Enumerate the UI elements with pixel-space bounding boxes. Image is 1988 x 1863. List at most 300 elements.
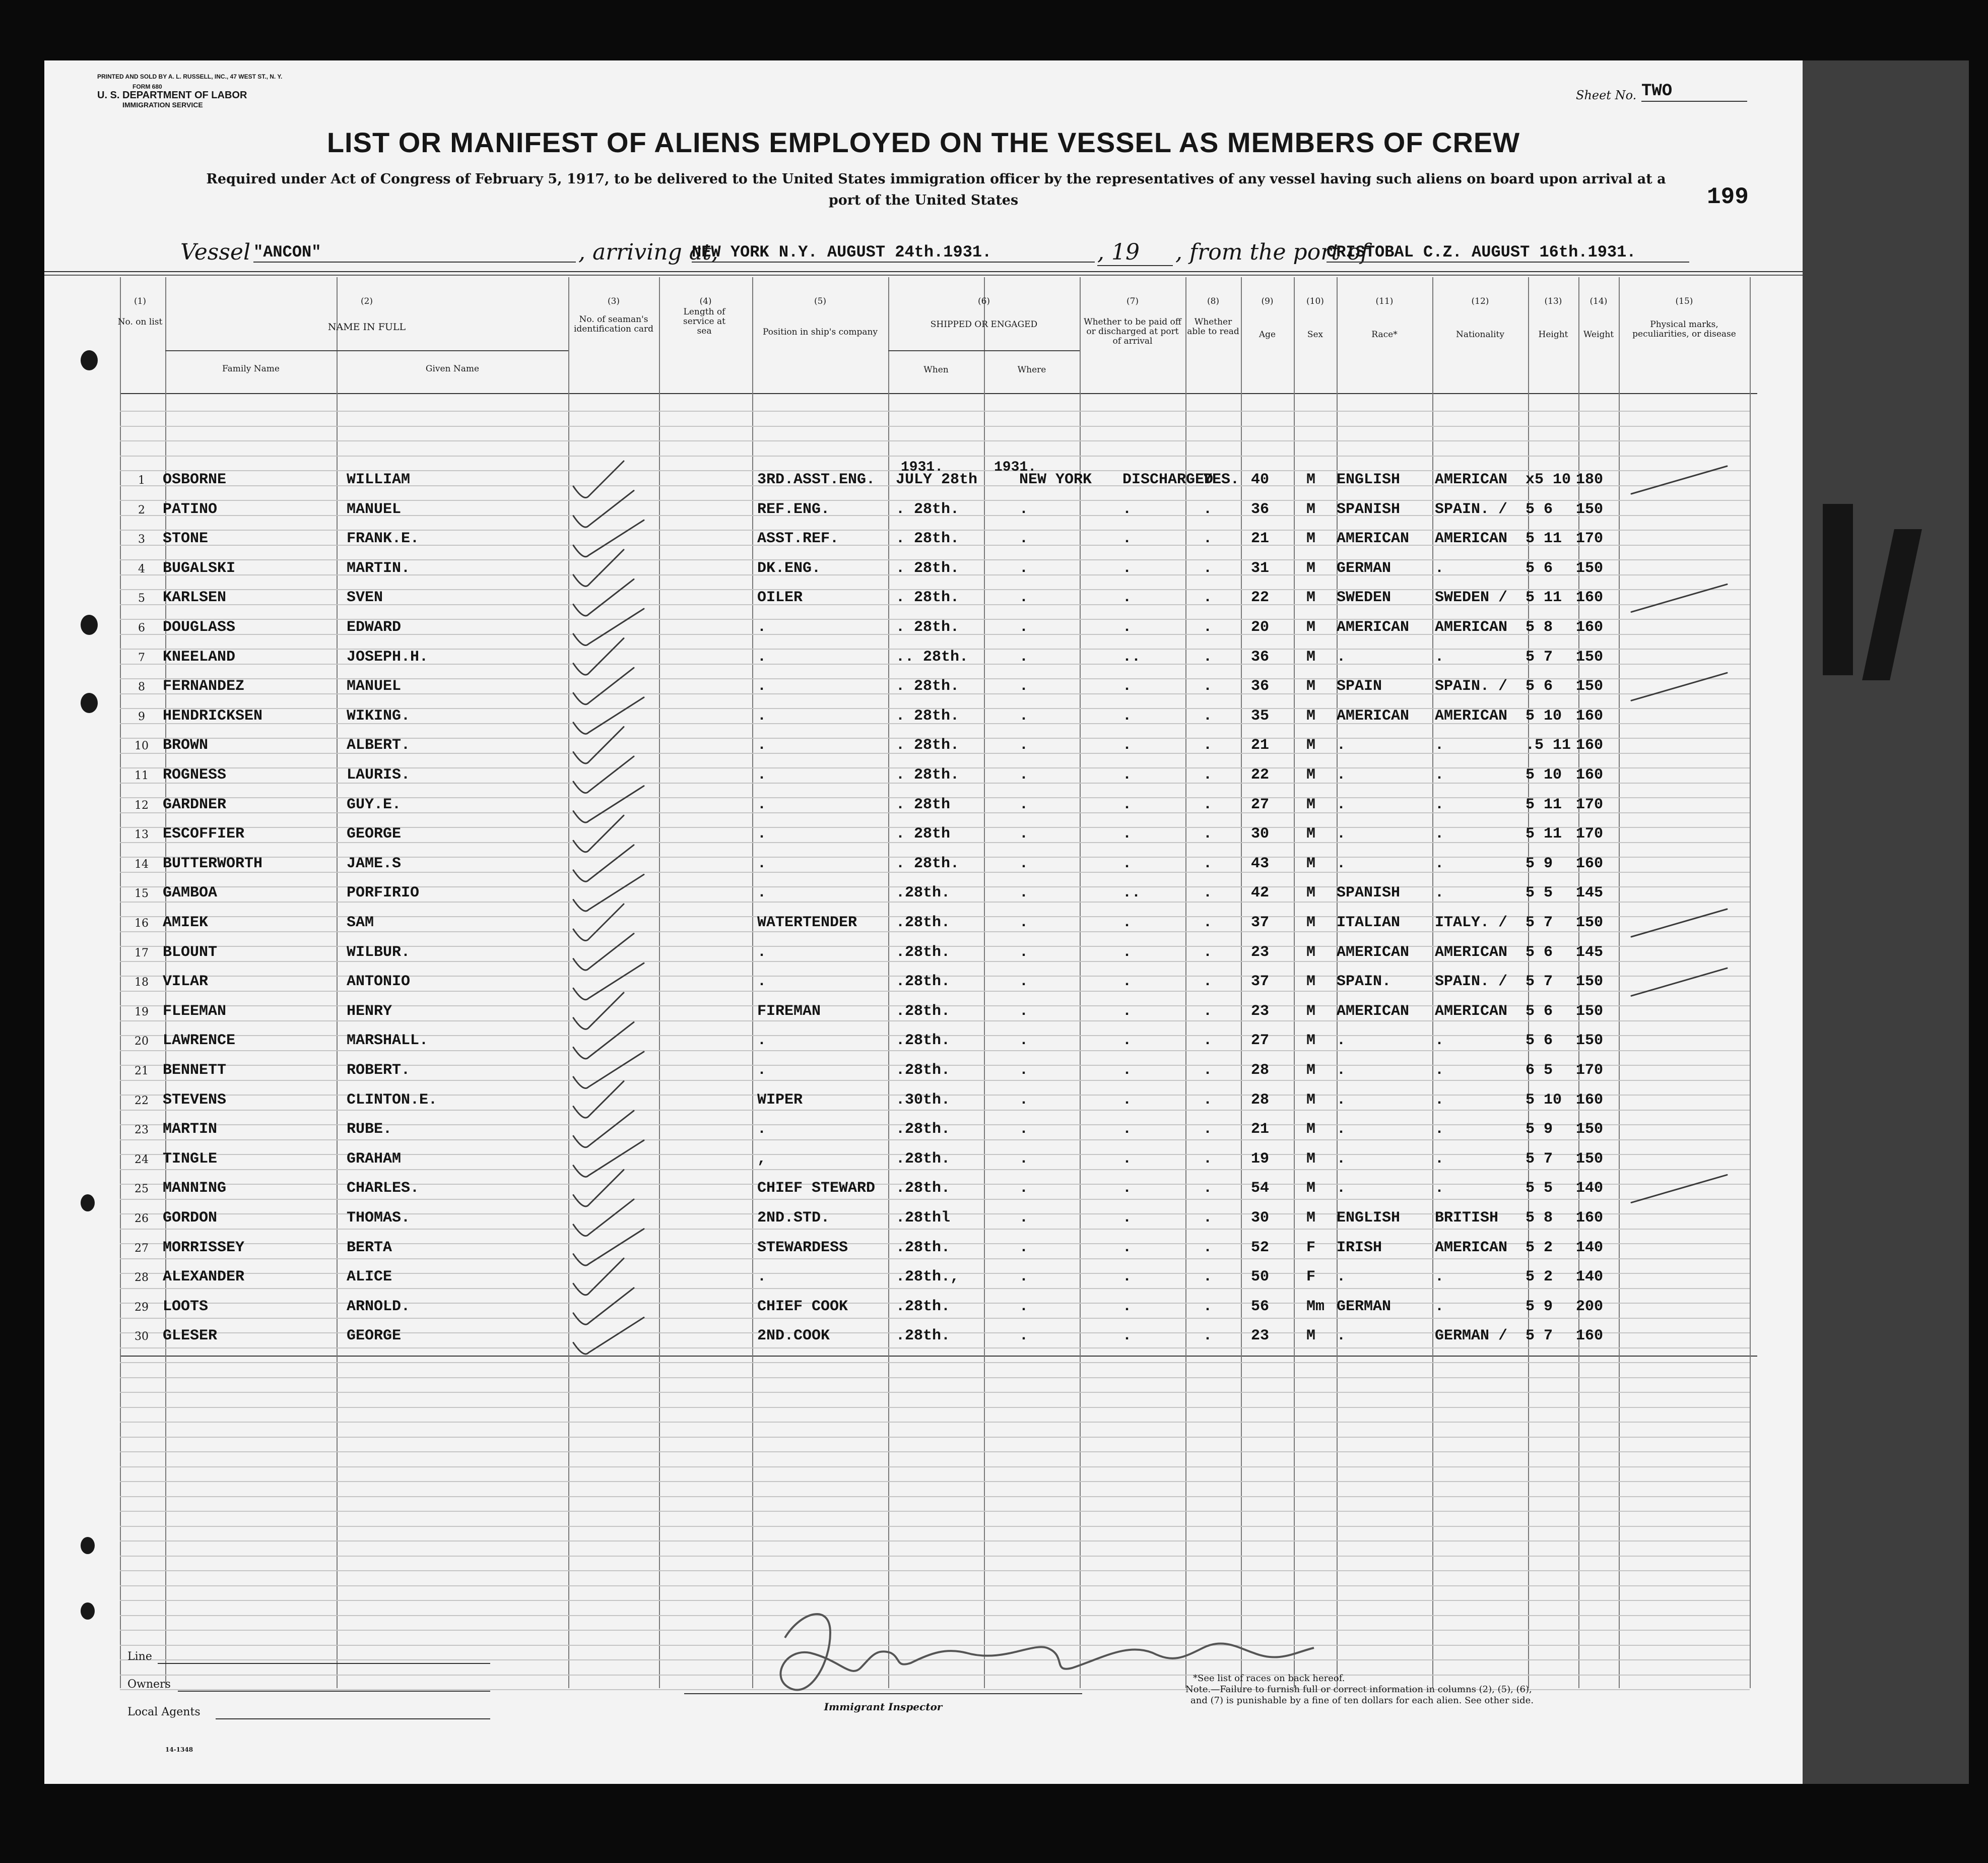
rownum-field: 30 (135, 1330, 149, 1343)
col-4-header: Length of service at sea (683, 307, 725, 336)
position: . (757, 1268, 767, 1286)
sex: F (1306, 1239, 1316, 1256)
given-name: WILBUR. (347, 943, 411, 961)
paid-off-status: . (1122, 1150, 1132, 1168)
position: DK.ENG. (757, 559, 821, 577)
printer-line: PRINTED AND SOLD BY A. L. RUSSELL, INC., 47 WEST ST., N. Y. (97, 73, 283, 80)
sex: M (1306, 707, 1316, 725)
race: ENGLISH (1337, 471, 1401, 488)
paid-off-status: . (1122, 619, 1132, 636)
punch-hole (81, 693, 98, 713)
weight: 180 (1576, 471, 1604, 488)
inspector-label: Immigrant Inspector (824, 1701, 943, 1713)
family-name: VILAR (163, 973, 209, 991)
nationality: . (1435, 1032, 1444, 1050)
punch-hole (81, 615, 98, 635)
able-to-read: . (1203, 1298, 1213, 1315)
sex: M (1306, 530, 1316, 548)
paid-off-status: . (1122, 707, 1132, 725)
punch-hole (81, 1602, 95, 1620)
weight: 160 (1576, 737, 1604, 754)
race: ITALIAN (1337, 914, 1401, 931)
able-to-read: . (1203, 678, 1213, 695)
sex: M (1306, 737, 1316, 754)
weight: 150 (1576, 559, 1604, 577)
col-5-number: (5) (814, 296, 827, 306)
sex: M (1306, 914, 1316, 931)
shipped-when: . 28th. (896, 500, 960, 518)
line-field (158, 1663, 490, 1664)
nationality: . (1435, 1091, 1444, 1109)
given-name: ALBERT. (347, 737, 411, 754)
weight: 160 (1576, 707, 1604, 725)
check-mark (573, 874, 644, 911)
shipped-when: . 28th (896, 796, 951, 813)
paid-off-status: . (1122, 678, 1132, 695)
nationality: . (1435, 855, 1444, 872)
rownum-field: 15 (135, 887, 149, 901)
arriving-label: , arriving at, (578, 239, 718, 265)
paid-off-status: . (1122, 973, 1132, 991)
family-name: BROWN (163, 737, 209, 754)
position: . (757, 943, 767, 961)
penalty-note-1: Note.—Failure to furnish full or correct information in columns (2), (5), (6), (1185, 1684, 1532, 1695)
shipped-where: . (1019, 1062, 1029, 1079)
position: . (757, 855, 767, 872)
race: SPAIN. (1337, 973, 1391, 991)
height: 5 7 (1526, 1150, 1553, 1168)
sex: M (1306, 559, 1316, 577)
height: 5 7 (1526, 648, 1553, 666)
col-3-header: No. of seaman's identification card (573, 314, 654, 334)
rownum-field: 22 (135, 1094, 149, 1107)
col-11-header: Race* (1371, 330, 1398, 340)
height: 5 5 (1526, 1180, 1553, 1197)
height: 5 10 (1526, 766, 1562, 784)
shipped-when: . 28th. (896, 559, 960, 577)
race: GERMAN (1337, 559, 1391, 577)
paid-off-status: . (1122, 1327, 1132, 1345)
shipped-when: .28th. (896, 1327, 951, 1345)
subtitle-line-2: port of the United States (828, 192, 1019, 208)
col-3-number: (3) (607, 296, 620, 306)
punch-hole (81, 1537, 95, 1554)
position: ASST.REF. (757, 530, 839, 548)
paid-off-status: . (1122, 1062, 1132, 1079)
rownum-field: 12 (135, 799, 149, 812)
paid-off-status: . (1122, 500, 1132, 518)
paid-off-status: . (1122, 1180, 1132, 1197)
shipped-when: JULY 28th (896, 471, 978, 488)
race: AMERICAN (1337, 530, 1410, 548)
weight: 150 (1576, 914, 1604, 931)
given-name: MARSHALL. (347, 1032, 429, 1050)
given-name: ANTONIO (347, 973, 411, 991)
check-mark (573, 609, 644, 646)
race: . (1337, 1180, 1346, 1197)
vessel-label: Vessel (180, 239, 251, 265)
race: . (1337, 1150, 1346, 1168)
position: . (757, 766, 767, 784)
age: 52 (1251, 1239, 1270, 1256)
race: SPAIN (1337, 678, 1382, 695)
sex: M (1306, 678, 1316, 695)
subtitle-line-1: Required under Act of Congress of February 5, 1917, to be delivered to the United States immigration officer by the representatives of any vessel having such aliens on board upon arrival at a (206, 171, 1666, 187)
position: 2ND.COOK (757, 1327, 830, 1345)
able-to-read: . (1203, 530, 1213, 548)
position: 2ND.STD. (757, 1209, 830, 1227)
check-mark (573, 786, 644, 823)
height: 5 11 (1526, 530, 1562, 548)
rownum-field: 1 (138, 474, 145, 487)
age: 28 (1251, 1062, 1270, 1079)
rownum-field: 18 (135, 976, 149, 989)
annotation-stroke (1631, 909, 1727, 937)
nationality: SWEDEN / (1435, 589, 1508, 607)
paid-off-status: . (1122, 1239, 1132, 1256)
age: 43 (1251, 855, 1270, 872)
age: 22 (1251, 766, 1270, 784)
given-name: GUY.E. (347, 796, 402, 813)
shipped-where: . (1019, 707, 1029, 725)
paid-off-status: . (1122, 914, 1132, 931)
shipped-when: . 28th. (896, 619, 960, 636)
height: 5 8 (1526, 1209, 1553, 1227)
adjacent-page-edge (1803, 60, 1969, 1784)
sex: M (1306, 1327, 1316, 1345)
able-to-read: . (1203, 1032, 1213, 1050)
paid-off-status: . (1122, 1268, 1132, 1286)
position: . (757, 619, 767, 636)
given-name: WIKING. (347, 707, 411, 725)
race: GERMAN (1337, 1298, 1391, 1315)
weight: 160 (1576, 1327, 1604, 1345)
shipped-when: .28th. (896, 884, 951, 902)
weight: 150 (1576, 1002, 1604, 1020)
manifest-sheet (44, 60, 1803, 1784)
shipped-when: .28th. (896, 1002, 951, 1020)
shipped-when: . 28th. (896, 855, 960, 872)
shipped-where: . (1019, 1239, 1029, 1256)
able-to-read: . (1203, 648, 1213, 666)
family-name: MORRISSEY (163, 1239, 245, 1256)
able-to-read: . (1203, 1327, 1213, 1345)
from-port-label: , from the port of (1175, 239, 1369, 265)
age: 28 (1251, 1091, 1270, 1109)
able-to-read: . (1203, 589, 1213, 607)
position: . (757, 1121, 767, 1138)
height: 5 5 (1526, 884, 1553, 902)
shipped-when: . 28th. (896, 707, 960, 725)
col-4-number: (4) (699, 296, 712, 306)
given-name: WILLIAM (347, 471, 411, 488)
rownum-field: 25 (135, 1183, 149, 1196)
shipped-where: . (1019, 796, 1029, 813)
nationality: SPAIN. / (1435, 973, 1508, 991)
paid-off-status: . (1122, 1002, 1132, 1020)
able-to-read: . (1203, 855, 1213, 872)
paid-off-status: . (1122, 943, 1132, 961)
given-name: SVEN (347, 589, 383, 607)
check-mark (573, 461, 624, 498)
shipped-where: . (1019, 1209, 1029, 1227)
family-name: FLEEMAN (163, 1002, 227, 1020)
handwritten-marks (44, 60, 1803, 1784)
given-name: GRAHAM (347, 1150, 402, 1168)
sex: M (1306, 884, 1316, 902)
weight: 170 (1576, 796, 1604, 813)
height: 5 11 (1526, 589, 1562, 607)
race: AMERICAN (1337, 1002, 1410, 1020)
shipped-where: . (1019, 530, 1029, 548)
col-11-number: (11) (1375, 296, 1394, 306)
rownum-field: 19 (135, 1005, 149, 1018)
form-code: 14-1348 (165, 1746, 193, 1753)
rownum-field: 7 (138, 651, 145, 664)
able-to-read: . (1203, 1209, 1213, 1227)
paid-off-status: . (1122, 1091, 1132, 1109)
able-to-read: . (1203, 914, 1213, 931)
nationality: AMERICAN (1435, 707, 1508, 725)
shipped-where: . (1019, 766, 1029, 784)
race: IRISH (1337, 1239, 1382, 1256)
given-name: MANUEL (347, 678, 402, 695)
height: 5 7 (1526, 973, 1553, 991)
annotation-stroke (1631, 968, 1727, 996)
shipped-where: . (1019, 1091, 1029, 1109)
shipped-where: . (1019, 648, 1029, 666)
col-9-header: Age (1258, 330, 1276, 340)
shipped-when: .28th. (896, 1150, 951, 1168)
annotation-stroke (1631, 466, 1727, 494)
shipped-when: .28th. (896, 1298, 951, 1315)
shipped-when: .28th. (896, 973, 951, 991)
able-to-read: . (1203, 766, 1213, 784)
position: . (757, 825, 767, 843)
weight: 150 (1576, 648, 1604, 666)
shipped-where: . (1019, 1121, 1029, 1138)
nationality: SPAIN. / (1435, 678, 1508, 695)
sex: M (1306, 766, 1316, 784)
height: 5 6 (1526, 678, 1553, 695)
able-to-read: . (1203, 1002, 1213, 1020)
when-year-note: 1931. (901, 460, 944, 475)
shipped-when: .28th. (896, 914, 951, 931)
col-6-number: (6) (977, 296, 990, 306)
age: 40 (1251, 471, 1270, 488)
given-name: CLINTON.E. (347, 1091, 438, 1109)
race: . (1337, 1121, 1346, 1138)
family-name: HENDRICKSEN (163, 707, 263, 725)
position: CHIEF STEWARD (757, 1180, 876, 1197)
rownum-field: 24 (135, 1153, 149, 1166)
sex: M (1306, 1150, 1316, 1168)
race: . (1337, 825, 1346, 843)
race: . (1337, 1062, 1346, 1079)
inspector-signature-line (684, 1693, 1082, 1694)
check-mark (573, 963, 644, 1000)
shipped-when: .. 28th. (896, 648, 969, 666)
position: WIPER (757, 1091, 803, 1109)
sex: M (1306, 796, 1316, 813)
shipped-where: . (1019, 500, 1029, 518)
able-to-read: . (1203, 884, 1213, 902)
shipped-when: .28th., (896, 1268, 960, 1286)
race: . (1337, 766, 1346, 784)
age: 37 (1251, 973, 1270, 991)
race: ENGLISH (1337, 1209, 1401, 1227)
paid-off-status: . (1122, 1121, 1132, 1138)
shipped-when: .28th. (896, 1032, 951, 1050)
nationality: . (1435, 559, 1444, 577)
position: 3RD.ASST.ENG. (757, 471, 876, 488)
given-name: ROBERT. (347, 1062, 411, 1079)
nationality: . (1435, 766, 1444, 784)
rownum-field: 11 (135, 769, 149, 782)
col-6-when-header: When (923, 365, 949, 375)
page-title: LIST OR MANIFEST OF ALIENS EMPLOYED ON THE VESSEL AS MEMBERS OF CREW (326, 126, 1520, 158)
given-name: GEORGE (347, 825, 402, 843)
family-name: ALEXANDER (163, 1268, 245, 1286)
rownum-field: 17 (135, 946, 149, 959)
shipped-when: .28th. (896, 1062, 951, 1079)
family-name: LAWRENCE (163, 1032, 236, 1050)
shipped-when: . 28th. (896, 766, 960, 784)
sex: M (1306, 648, 1316, 666)
race: . (1337, 1268, 1346, 1286)
shipped-when: .28thl (896, 1209, 951, 1227)
sheet-label: Sheet No. (1576, 88, 1637, 102)
owners-label: Owners (127, 1678, 171, 1691)
age: 27 (1251, 796, 1270, 813)
weight: 160 (1576, 855, 1604, 872)
paid-off-status: . (1122, 530, 1132, 548)
height: 5 7 (1526, 914, 1553, 931)
shipped-where: . (1019, 1150, 1029, 1168)
family-name: KARLSEN (163, 589, 227, 607)
able-to-read: YES. (1203, 471, 1240, 488)
position: . (757, 796, 767, 813)
able-to-read: . (1203, 500, 1213, 518)
race: AMERICAN (1337, 707, 1410, 725)
annotation-stroke (1631, 584, 1727, 612)
height: 5 8 (1526, 619, 1553, 636)
nationality: AMERICAN (1435, 943, 1508, 961)
given-name: MARTIN. (347, 559, 411, 577)
paid-off-status: . (1122, 796, 1132, 813)
sex: M (1306, 1062, 1316, 1079)
height: 5 11 (1526, 825, 1562, 843)
paid-off-status: . (1122, 737, 1132, 754)
weight: 150 (1576, 1150, 1604, 1168)
paid-off-status: .. (1122, 884, 1141, 902)
able-to-read: . (1203, 825, 1213, 843)
race: SPANISH (1337, 500, 1401, 518)
nationality: . (1435, 1121, 1444, 1138)
sex: M (1306, 973, 1316, 991)
paid-off-status: .. (1122, 648, 1141, 666)
family-name: ROGNESS (163, 766, 227, 784)
given-name: ARNOLD. (347, 1298, 411, 1315)
age: 35 (1251, 707, 1270, 725)
position: FIREMAN (757, 1002, 821, 1020)
col-6-header: SHIPPED OR ENGAGED (930, 319, 1038, 330)
arrival-port-date: NEW YORK N.Y. AUGUST 24th.1931. (692, 243, 1095, 263)
family-name: TINGLE (163, 1150, 218, 1168)
family-name: GARDNER (163, 796, 227, 813)
able-to-read: . (1203, 1091, 1213, 1109)
able-to-read: . (1203, 943, 1213, 961)
nationality: . (1435, 737, 1444, 754)
family-name: BLOUNT (163, 943, 218, 961)
height: 5 9 (1526, 1121, 1553, 1138)
annotation-stroke (1631, 673, 1727, 700)
nationality: AMERICAN (1435, 530, 1508, 548)
position: . (757, 737, 767, 754)
height: 5 6 (1526, 1032, 1553, 1050)
family-name: MARTIN (163, 1121, 218, 1138)
position: . (757, 648, 767, 666)
weight: 140 (1576, 1180, 1604, 1197)
paid-off-status: . (1122, 1298, 1132, 1315)
race: . (1337, 796, 1346, 813)
shipped-when: .28th. (896, 1239, 951, 1256)
race: SWEDEN (1337, 589, 1391, 607)
sex: M (1306, 825, 1316, 843)
rownum-field: 13 (135, 828, 149, 842)
sex: M (1306, 589, 1316, 607)
able-to-read: . (1203, 1121, 1213, 1138)
sex: M (1306, 943, 1316, 961)
nationality: . (1435, 796, 1444, 813)
rownum-field: 16 (135, 917, 149, 930)
rownum-field: 27 (135, 1242, 149, 1255)
sex: M (1306, 1121, 1316, 1138)
local-agents-label: Local Agents (127, 1706, 201, 1718)
col-8-header: Whether able to read (1187, 317, 1239, 337)
given-name: THOMAS. (347, 1209, 411, 1227)
given-name: EDWARD (347, 619, 402, 636)
weight: 140 (1576, 1268, 1604, 1286)
given-name: SAM (347, 914, 374, 931)
age: 36 (1251, 648, 1270, 666)
rownum-field: 3 (138, 533, 145, 546)
shipped-where: . (1019, 1032, 1029, 1050)
sex: M (1306, 471, 1316, 488)
rownum-field: 9 (138, 710, 145, 723)
age: 37 (1251, 914, 1270, 931)
rownum-field: 5 (138, 592, 145, 605)
family-name: BUGALSKI (163, 559, 236, 577)
position: STEWARDESS (757, 1239, 848, 1256)
height: 5 6 (1526, 559, 1553, 577)
weight: 200 (1576, 1298, 1604, 1315)
position: OILER (757, 589, 803, 607)
shipped-where: . (1019, 855, 1029, 872)
shipped-where: . (1019, 619, 1029, 636)
rownum-field: 21 (135, 1065, 149, 1077)
sex: M (1306, 1209, 1316, 1227)
race: . (1337, 648, 1346, 666)
nationality: AMERICAN (1435, 1239, 1508, 1256)
check-mark (573, 520, 644, 557)
col-7-header: Whether to be paid off or discharged at port of arrival (1084, 317, 1181, 346)
age: 20 (1251, 619, 1270, 636)
able-to-read: . (1203, 1150, 1213, 1168)
shipped-where: . (1019, 737, 1029, 754)
col-7-number: (7) (1126, 296, 1139, 306)
height: 5 6 (1526, 1002, 1553, 1020)
